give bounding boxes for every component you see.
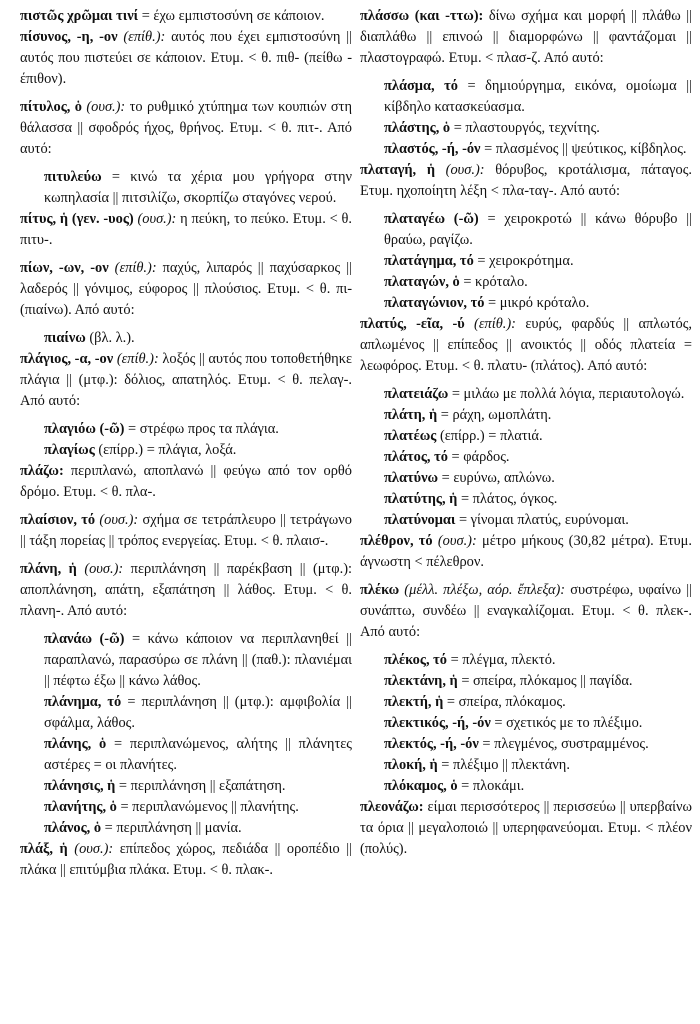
headword: πλέθρον, τό [360,533,433,549]
definition: μέτρο μήκους (30,82 μέτρα). Ετυμ. άγνωστη < πέλεθρον. [360,533,692,570]
dictionary-entry [360,531,692,573]
sub-entry [44,776,352,797]
definition: η πεύκη, το πεύκο. Ετυμ. < θ. πιτυ-. [20,211,352,248]
sub-headword: πλάτος, τό [384,449,448,465]
sub-headword: πλάσμα, τό [384,78,458,94]
definition: = χειροκροτώ || κάνω θόρυβο || θραύω, ραγίζω. [384,211,692,248]
definition: = πλαστουργός, τεχνίτης. [450,120,600,136]
definition: = περιπλάνηση || μανία. [101,820,242,836]
definition: = πλοκάμι. [457,778,525,794]
sub-headword: πλαγίως [44,442,95,458]
definition: = ράχη, ωμοπλάτη. [437,407,552,423]
sub-entry [384,447,692,468]
grammar-note: (ουσ.): [81,99,126,115]
definition: = πλάτος, όγκος. [457,491,558,507]
sub-entry [44,818,352,839]
definition: = περιπλάνηση || εξαπάτηση. [115,778,286,794]
definition: = περιπλανώμενος || πλανήτης. [116,799,299,815]
sub-entry [384,489,692,510]
sub-headword: πλανήτης, ὁ [44,799,117,815]
sub-entry [384,76,692,118]
definition: δίνω σχήμα και μορφή || πλάθω || διαπλάθω || επινοώ || διαμορφώνω || φαντάζομαι || πλαστογραφώ. Ετυμ. < πλασ-ζ. Από αυτό: [360,8,692,66]
sub-entry [44,692,352,734]
definition: = σπείρα, πλόκαμος. [443,694,566,710]
sub-entry [384,293,692,314]
grammar-note: (ουσ.): [67,841,114,857]
sub-headword: πλάστης, ὁ [384,120,451,136]
grammar-note: (επίθ.): [113,351,159,367]
definition: αυτός που έχει εμπιστοσύνη || αυτός που πιστεύει σε κάποιον. Ετυμ. < θ. πιθ- (πείθω - έπιθον). [20,29,352,87]
definition: = πλασμένος || ψεύτικος, κίβδηλος. [480,141,687,157]
sub-headword: πλανάω (-ῶ) [44,631,125,647]
dictionary-entry [360,6,692,69]
sub-headword: πλατύνω [384,470,439,486]
definition: = περιπλάνηση || (μτφ.): αμφιβολία || σφάλμα, λάθος. [44,694,352,731]
definition: = μικρό κρόταλο. [484,295,590,311]
definition: = σπείρα, πλόκαμος || παγίδα. [457,673,633,689]
sub-headword: πλεκτός, -ή, -όν [384,736,479,752]
dictionary-entry [20,559,352,622]
sub-headword: πλαγιόω (-ῶ) [44,421,125,437]
dictionary-entry [20,27,352,90]
definition: σχήμα σε τετράπλευρο || τετράγωνο || τάξη πορείας || τρόπος ενεργείας. Ετυμ. < θ. πλαισ-. [20,512,352,549]
sub-headword: πλεκτάνη, ἡ [384,673,458,689]
grammar-note: (επίθ.): [464,316,516,332]
sub-entry [384,251,692,272]
sub-headword: πλατειάζω [384,386,449,402]
sub-entry [384,139,692,160]
definition: = μιλάω με πολλά λόγια, περιαυτολογώ. [448,386,685,402]
sub-entry [384,209,692,251]
sub-entry [384,713,692,734]
sub-entry [384,671,692,692]
definition: = πλεγμένος, συστραμμένος. [478,736,649,752]
sub-entry [384,426,692,447]
sub-headword: πλαστός, -ή, -όν [384,141,481,157]
headword: πίτυς, ἡ (γεν. -υος) [20,211,134,227]
definition: = έχω εμπιστοσύνη σε κάποιον. [138,8,325,24]
headword: πίσυνος, -η, -ον [20,29,118,45]
sub-entry [44,419,352,440]
sub-entry [384,650,692,671]
sub-entry [384,776,692,797]
sub-headword: πλόκαμος, ὁ [384,778,458,794]
dictionary-entry [20,510,352,552]
definition: λοξός || αυτός που τοποθετήθηκε πλάγια || (μτφ.): δόλιος, απατηλός. Ετυμ. < θ. πελαγ-. Από αυτό: [20,351,352,409]
headword: πίων, -ων, -ον [20,260,109,276]
sub-headword: πλεκτή, ἡ [384,694,444,710]
headword: πλάσσω (και -ττω): [360,8,484,24]
sub-entry [44,440,352,461]
grammar-note: (ουσ.): [133,211,177,227]
dictionary-entry [360,580,692,643]
definition: = γίνομαι πλατύς, ευρύνομαι. [455,512,629,528]
headword: πλατύς, -εῖα, -ύ [360,316,465,332]
grammar-note: (επίθ.): [117,29,166,45]
sub-entry [384,510,692,531]
grammar-note: (ουσ.): [76,561,124,577]
dictionary-entry [360,797,692,860]
sub-headword: πιστῶς χρῶμαι τινί [20,8,139,24]
headword: πλάξ, ἡ [20,841,68,857]
definition: = πλέγμα, πλεκτό. [446,652,556,668]
sub-headword: πλάνησις, ἡ [44,778,116,794]
headword: πλάνη, ἡ [20,561,77,577]
sub-headword: πλεκτικός, -ή, -όν [384,715,491,731]
definition: = χειροκρότημα. [473,253,574,269]
dictionary-entry [20,839,352,881]
sub-headword: πλαταγών, ὁ [384,274,460,290]
definition: το ρυθμικό χτύπημα των κουπιών στη θάλασσα || σφοδρός ήχος, θρήνος. Ετυμ. < θ. πιτ-. Από αυτό: [20,99,352,157]
dictionary-entry [360,160,692,202]
definition: (επίρρ.) = πλατιά. [436,428,543,444]
dictionary-entry [20,97,352,160]
sub-entry [44,629,352,692]
definition: = κρόταλο. [459,274,528,290]
definition: = φάρδος. [447,449,510,465]
headword: πλαίσιον, τό [20,512,96,528]
definition: = πλέξιμο || πλεκτάνη. [437,757,570,773]
sub-entry [384,468,692,489]
dictionary-entry [20,209,352,251]
sub-entry [384,118,692,139]
headword: πλεονάζω: [360,799,424,815]
definition: (βλ. λ.). [85,330,135,346]
sub-headword: πλέκος, τό [384,652,447,668]
sub-entry [384,755,692,776]
definition: = σχετικός με το πλέξιμο. [490,715,643,731]
definition: = στρέφω προς τα πλάγια. [124,421,279,437]
sub-entry [44,328,352,349]
grammar-note: (ουσ.): [432,533,477,549]
headword: πλαταγή, ἡ [360,162,435,178]
sub-entry [384,272,692,293]
sub-entry [44,797,352,818]
sub-headword: πλατάγημα, τό [384,253,474,269]
dictionary-entry [20,461,352,503]
definition: (επίρρ.) = πλάγια, λοξά. [94,442,237,458]
sub-headword: πλατύτης, ἡ [384,491,458,507]
definition: = περιπλανώμενος, αλήτης || πλάνητες αστέρες = οι πλανήτες. [44,736,352,773]
headword: πίτυλος, ὁ [20,99,82,115]
grammar-note: (ουσ.): [435,162,485,178]
dictionary-entry [20,349,352,412]
sub-entry [384,384,692,405]
headword: πλάγιος, -α, -ον [20,351,114,367]
definition: είμαι περισσότερος || περισσεύω || υπερβαίνω τα όρια || μεγαλοποιώ || υπερηφανεύομαι. Ετυμ. < πλέον (πολύς). [360,799,692,857]
sub-headword: πλάτη, ἡ [384,407,438,423]
sub-entry [44,167,352,209]
definition: = κινώ τα χέρια μου γρήγορα στην κωπηλασία || πιτσιλίζω, σκορπίζω σταγόνες νερού. [44,169,352,206]
sub-entry [44,734,352,776]
sub-entry [384,692,692,713]
sub-entry [384,734,692,755]
dictionary-entry [20,258,352,321]
sub-entry [20,6,352,27]
headword: πλέκω [360,582,400,598]
grammar-note: (επίθ.): [108,260,157,276]
sub-headword: πλάνος, ὁ [44,820,102,836]
dictionary-entry [360,314,692,377]
sub-headword: πλαταγώνιον, τό [384,295,485,311]
sub-headword: πλάνης, ὁ [44,736,107,752]
definition: ευρύς, φαρδύς || απλωτός, απλωμένος || επίπεδος || ανοικτός || οδός πλατεία = λεωφόρος. Ετυμ. < θ. πλατυ- (πλάτος). Από αυτό: [360,316,692,374]
grammar-note: (ουσ.): [95,512,139,528]
definition: θόρυβος, κροτάλισμα, πάταγος. Ετυμ. ηχοποίητη λέξη < πλα-ταγ-. Από αυτό: [360,162,692,199]
sub-headword: πλατύνομαι [384,512,456,528]
definition: περιπλανώ, αποπλανώ || φεύγω από τον ορθό δρόμο. Ετυμ. < θ. πλα-. [20,463,352,500]
sub-headword: πλοκή, ἡ [384,757,438,773]
definition: περιπλάνηση || παρέκβαση || (μτφ.): αποπλάνηση, απάτη, εξαπάτηση || λάθος. Ετυμ. < θ. πλανη-. Από αυτό: [20,561,352,619]
definition: = δημιούργημα, εικόνα, ομοίωμα || κίβδηλο κατασκεύασμα. [384,78,692,115]
right-column [360,6,692,867]
sub-entry [384,405,692,426]
definition: = κάνω κάποιον να περιπλανηθεί || παραπλανώ, παρασύρω σε πλάνη || (παθ.): πλανιέμαι || πέφτω έξω || κάνω λάθος. [44,631,352,689]
definition: συστρέφω, υφαίνω || συνάπτω, συνδέω || εναγκαλίζομαι. Ετυμ. < θ. πλεκ-. Από αυτό: [360,582,693,640]
sub-headword: πλάνημα, τό [44,694,122,710]
grammar-note: (μέλλ. πλέξω, αόρ. ἔπλεξα): [399,582,566,598]
sub-headword: πιαίνω [44,330,86,346]
definition: = ευρύνω, απλώνω. [438,470,555,486]
definition: επίπεδος χώρος, πεδιάδα || οροπέδιο || πλάκα || επιτύμβια πλάκα. Ετυμ. < θ. πλακ-. [20,841,352,878]
sub-headword: πλατέως [384,428,437,444]
left-column [20,6,352,888]
sub-headword: πιτυλεύω [44,169,102,185]
headword: πλάζω: [20,463,64,479]
definition: παχύς, λιπαρός || παχύσαρκος || λαδερός || γόνιμος, εύφορος || πλούσιος. Ετυμ. < θ. πι- (πιαίνω). Από αυτό: [20,260,352,318]
sub-headword: πλαταγέω (-ῶ) [384,211,479,227]
